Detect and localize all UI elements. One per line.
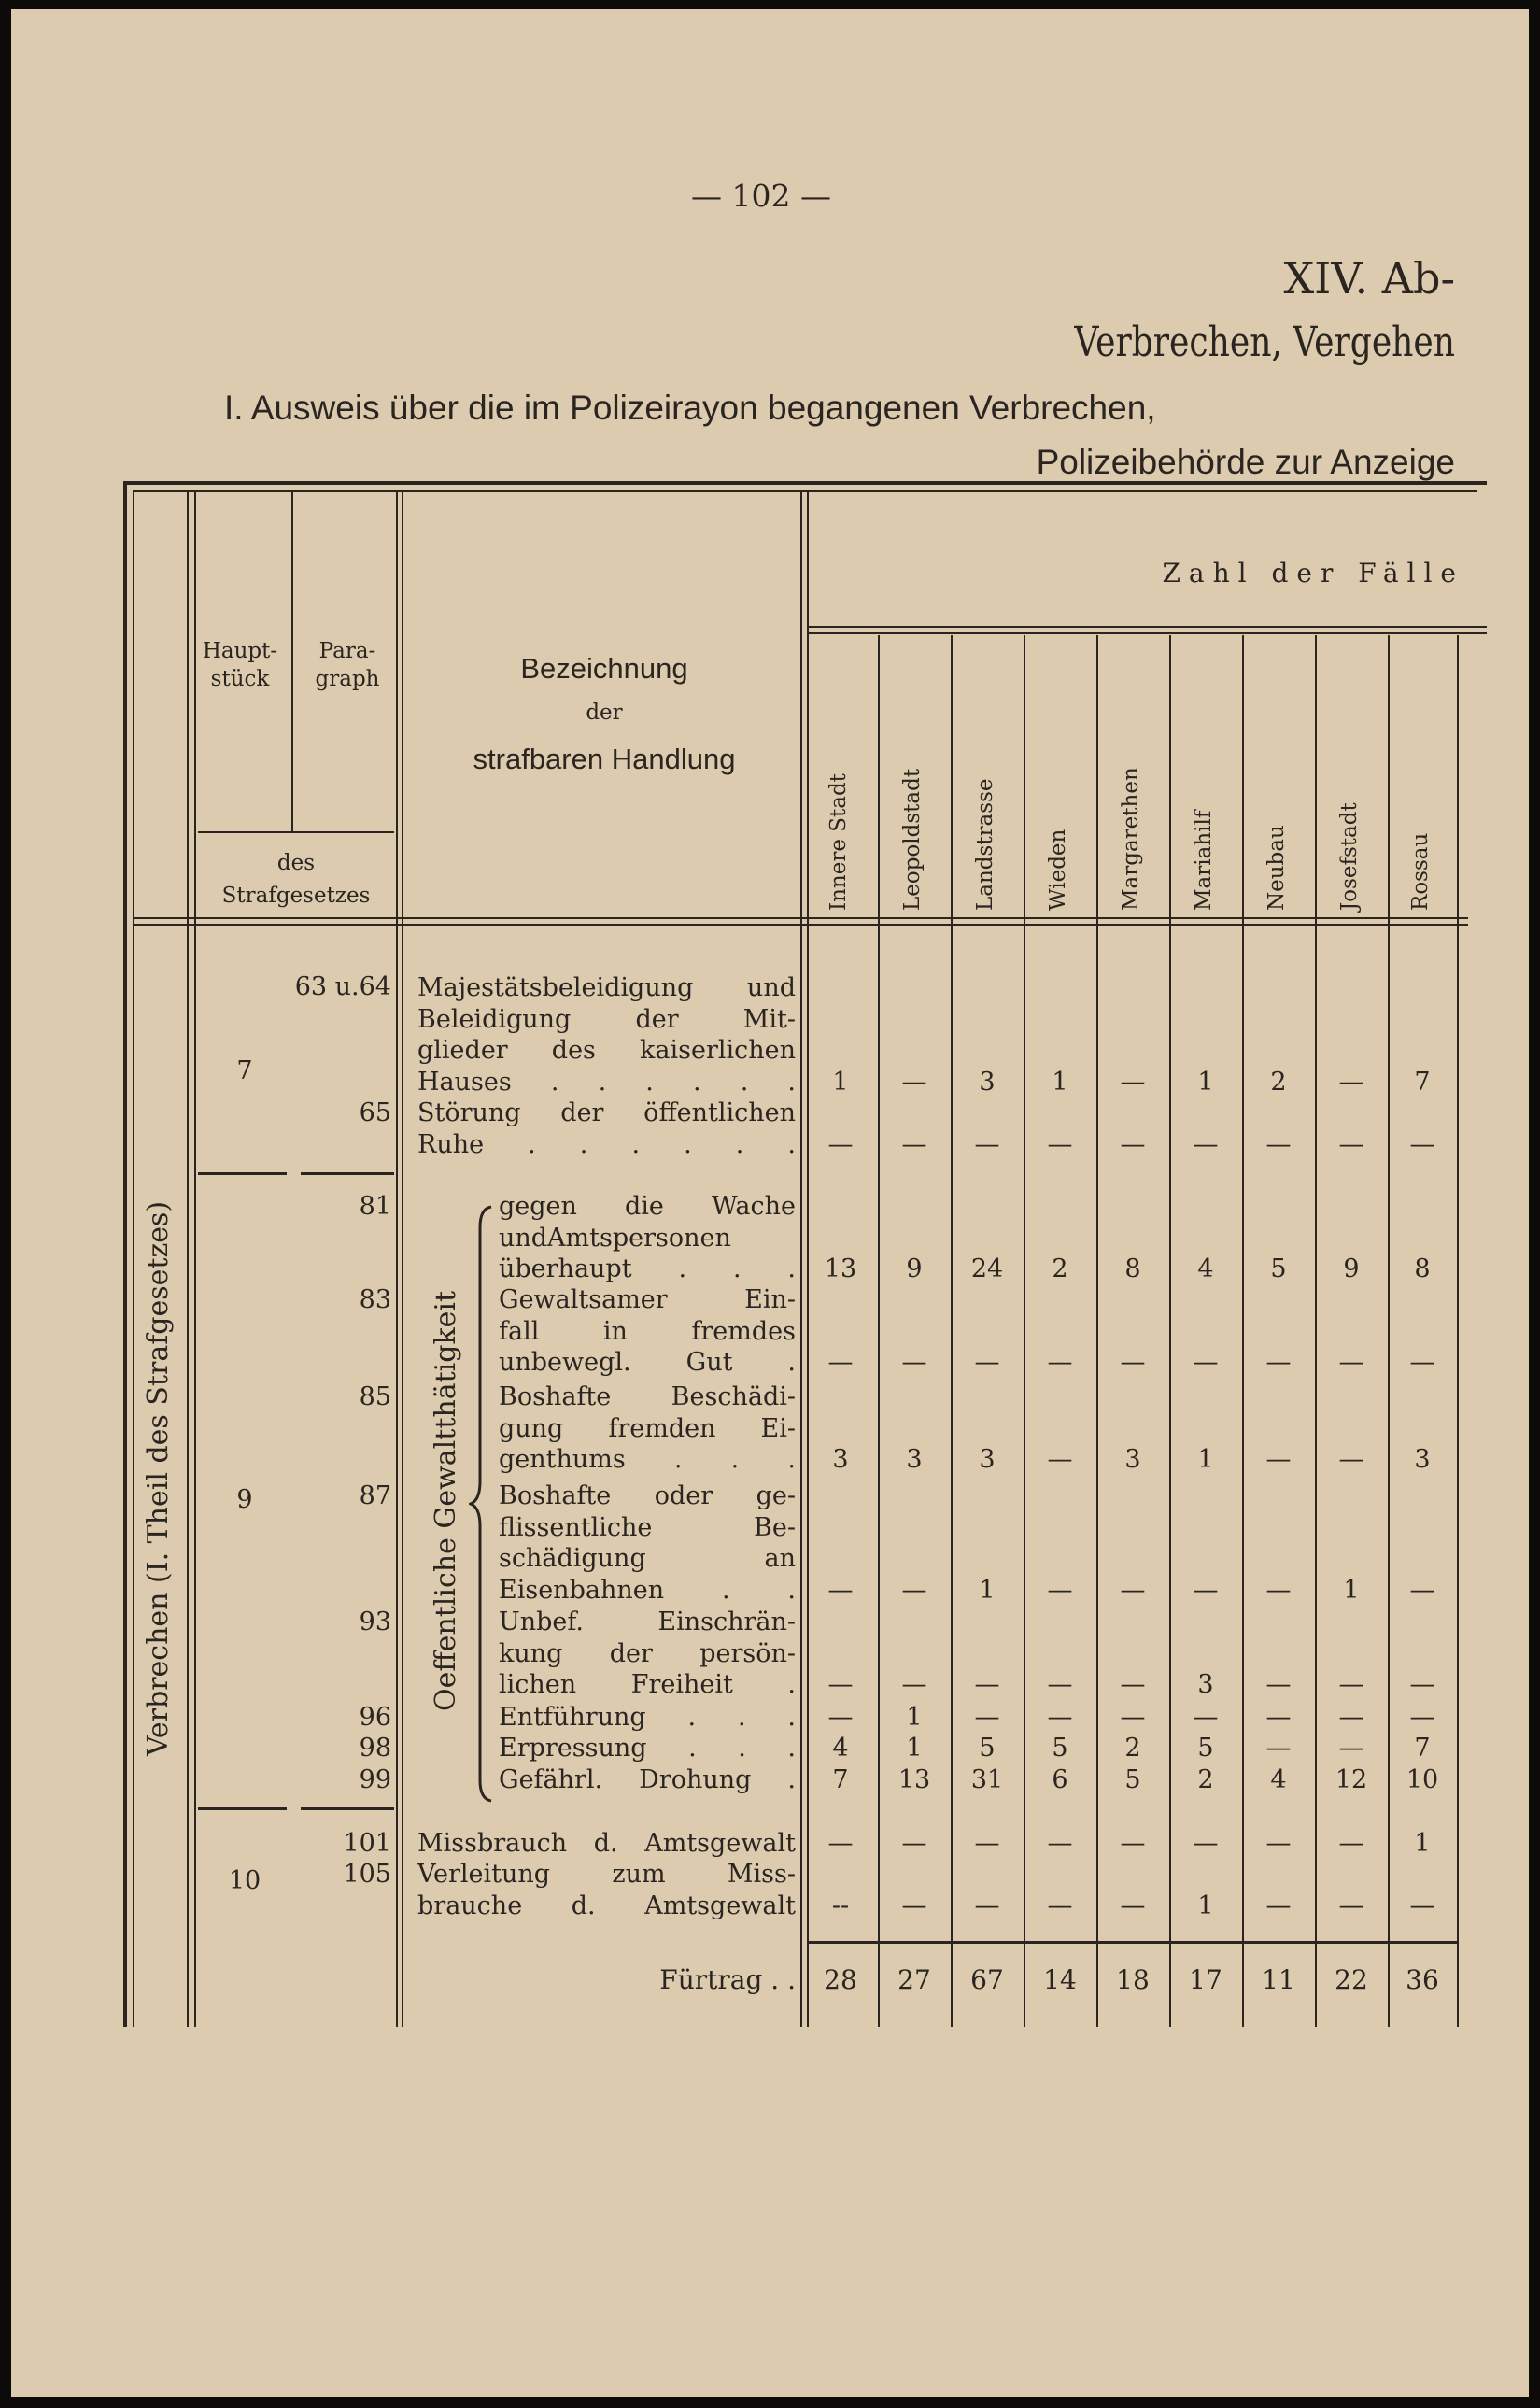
row-value: —	[1047, 1129, 1073, 1159]
row-description-line: brauche d. Amtsgewalt	[417, 1892, 796, 1920]
row-value: 5	[1197, 1734, 1214, 1763]
paragraph-number: 99	[359, 1765, 391, 1794]
paragraph-number: 96	[359, 1703, 391, 1732]
row-description-line: Gefährl. Drohung .	[499, 1767, 796, 1794]
row-value: —	[1047, 1829, 1073, 1858]
row-value: —	[827, 1829, 854, 1858]
row-value: —	[901, 1670, 927, 1699]
header-strafbaren-handlung: strafbaren Handlung	[473, 743, 736, 775]
paragraph-number: 105	[343, 1860, 391, 1889]
table-rule-h	[133, 917, 1468, 919]
row-value: —	[1338, 1129, 1364, 1159]
district-header: Rossau	[1408, 832, 1433, 911]
row-description-line: Hauses . . . . . .	[417, 1069, 796, 1097]
table-rule-v	[1024, 635, 1025, 2027]
table-rule-h	[198, 1172, 287, 1175]
row-value: —	[827, 1575, 854, 1605]
row-value: 8	[1414, 1254, 1431, 1283]
table-rule-v	[1315, 635, 1317, 2027]
row-value: 2	[1197, 1765, 1214, 1794]
row-value: 1	[1343, 1575, 1360, 1605]
subtitle: Verbrechen, Vergehen	[1074, 319, 1455, 366]
header-zahl-der-faelle: Zahl der Fälle	[1162, 558, 1464, 588]
row-value: 5	[1270, 1254, 1287, 1283]
fuertrag-value: 27	[897, 1964, 931, 1995]
row-description-line: schädigung an	[499, 1546, 796, 1573]
table-rule-v	[194, 490, 196, 2027]
row-value: 1	[906, 1734, 923, 1763]
row-value: 13	[824, 1254, 857, 1283]
table-rule-v	[133, 490, 134, 2027]
fuertrag-value: 67	[970, 1964, 1004, 1995]
row-value: 3	[832, 1445, 849, 1474]
row-value: —	[1265, 1829, 1292, 1858]
district-header: Margarethen	[1119, 767, 1143, 911]
row-value: —	[901, 1129, 927, 1159]
hauptstueck-value: 10	[228, 1866, 261, 1895]
row-value: —	[974, 1348, 1000, 1377]
paragraph-number: 81	[359, 1192, 391, 1221]
table-rule-v	[1169, 635, 1171, 2027]
row-value: —	[1047, 1575, 1073, 1605]
row-value: —	[974, 1703, 1000, 1732]
table-rule-h	[301, 490, 303, 492]
table-rule-v	[291, 490, 293, 831]
header-des: des	[276, 851, 316, 875]
table-rule-v	[1096, 635, 1098, 2027]
row-description-line: genthums . . .	[499, 1447, 796, 1474]
row-value: 4	[1270, 1765, 1287, 1794]
row-value: 1	[1052, 1067, 1068, 1097]
row-value: —	[1409, 1670, 1435, 1699]
row-value: —	[1338, 1829, 1364, 1858]
row-description-line: Eisenbahnen . .	[499, 1577, 796, 1605]
paragraph-number: 63 u.64	[294, 972, 391, 1001]
row-value: —	[1120, 1829, 1146, 1858]
row-value: 3	[1124, 1445, 1141, 1474]
fuertrag-value: 28	[824, 1964, 857, 1995]
row-value: —	[1047, 1891, 1073, 1920]
row-value: —	[1047, 1348, 1073, 1377]
row-value: 3	[1197, 1670, 1214, 1699]
section-title: XIV. Ab-	[1283, 253, 1455, 304]
table-rule-h	[807, 626, 1487, 628]
row-value: —	[1047, 1445, 1073, 1474]
row-value: 4	[1197, 1254, 1214, 1283]
row-value: —	[1120, 1891, 1146, 1920]
intro-line-1: I. Ausweis über die im Polizeirayon begangenen Verbrechen,	[224, 389, 1156, 427]
row-value: —	[1120, 1703, 1146, 1732]
row-value: —	[1120, 1067, 1146, 1097]
row-value: —	[1193, 1348, 1219, 1377]
row-value: --	[831, 1891, 850, 1920]
row-value: —	[974, 1891, 1000, 1920]
row-value: —	[1120, 1348, 1146, 1377]
row-description-line: Verleitung zum Miss-	[417, 1862, 796, 1889]
paragraph-number: 65	[359, 1098, 391, 1127]
fuertrag-value: 22	[1335, 1964, 1368, 1995]
row-value: 3	[979, 1445, 996, 1474]
row-description-line: undAmtspersonen	[499, 1225, 731, 1253]
table-rule-h	[198, 831, 394, 833]
row-value: 7	[1414, 1067, 1431, 1097]
table-rule-h	[133, 924, 1468, 926]
row-description-line: lichen Freiheit .	[499, 1672, 796, 1699]
table-rule-v	[396, 490, 398, 2027]
district-header: Mariahilf	[1192, 810, 1216, 911]
row-value: —	[1265, 1734, 1292, 1763]
district-header: Innere Stadt	[827, 773, 851, 911]
row-value: 1	[1197, 1445, 1214, 1474]
fuertrag-value: 17	[1189, 1964, 1222, 1995]
row-value: —	[1338, 1703, 1364, 1732]
table-rule-v	[1388, 635, 1390, 2027]
paragraph-number: 85	[359, 1382, 391, 1411]
fuertrag-value: 36	[1406, 1964, 1439, 1995]
table-rule-v	[123, 481, 127, 2027]
fuertrag-value: 14	[1043, 1964, 1077, 1995]
row-description-line: glieder des kaiserlichen	[417, 1038, 796, 1065]
district-header: Landstrasse	[973, 778, 997, 911]
row-value: —	[1193, 1829, 1219, 1858]
row-value: 12	[1335, 1765, 1368, 1794]
table-rule-h	[807, 632, 1487, 634]
row-value: 6	[1052, 1765, 1068, 1794]
row-value: 13	[897, 1765, 931, 1794]
paragraph-number: 101	[343, 1829, 391, 1858]
row-description-line: gegen die Wache	[499, 1194, 796, 1221]
row-value: 1	[1197, 1891, 1214, 1920]
row-value: —	[974, 1670, 1000, 1699]
row-value: —	[827, 1670, 854, 1699]
row-value: —	[901, 1891, 927, 1920]
row-description-line: Boshafte Beschädi-	[499, 1384, 796, 1411]
row-value: —	[1047, 1670, 1073, 1699]
header-bezeichnung: Bezeichnung	[520, 652, 688, 685]
hauptstueck-value: 7	[236, 1056, 253, 1085]
row-description-line: Beleidigung der Mit-	[417, 1006, 796, 1034]
row-description-line: Missbrauch d. Amtsgewalt	[417, 1831, 796, 1858]
row-value: 10	[1406, 1765, 1439, 1794]
row-value: —	[1338, 1445, 1364, 1474]
row-value: —	[1265, 1348, 1292, 1377]
row-value: 31	[970, 1765, 1004, 1794]
row-value: —	[1338, 1734, 1364, 1763]
row-description-line: Erpressung . . .	[499, 1735, 796, 1763]
side-label-verbrechen: Verbrechen (I. Theil des Strafgesetzes)	[142, 1200, 175, 1756]
row-value: —	[1409, 1575, 1435, 1605]
row-value: —	[827, 1129, 854, 1159]
row-value: 9	[906, 1254, 923, 1283]
paragraph-number: 93	[359, 1608, 391, 1636]
header-paragraph-line: graph	[315, 667, 380, 691]
header-der: der	[586, 701, 623, 725]
row-value: 3	[979, 1067, 996, 1097]
row-value: 7	[832, 1765, 849, 1794]
row-description-line: Störung der öffentlichen	[417, 1100, 796, 1127]
row-value: —	[1193, 1703, 1219, 1732]
table-rule-v	[187, 490, 189, 2027]
table-rule-h	[301, 1172, 394, 1175]
table-rule-v	[951, 635, 953, 2027]
row-value: 5	[979, 1734, 996, 1763]
row-value: —	[901, 1067, 927, 1097]
header-hauptstueck-line: Haupt-	[202, 639, 278, 663]
row-value: —	[1338, 1067, 1364, 1097]
row-description-line: Unbef. Einschrän-	[499, 1609, 796, 1636]
table-rule-h	[198, 1807, 287, 1810]
page-number: — 102 —	[691, 177, 831, 214]
row-value: —	[827, 1348, 854, 1377]
header-paragraph	[296, 637, 399, 693]
row-value: —	[1265, 1670, 1292, 1699]
row-value: —	[827, 1703, 854, 1732]
row-value: 3	[906, 1445, 923, 1474]
table-rule-h	[807, 1941, 1457, 1944]
row-value: —	[901, 1348, 927, 1377]
row-value: —	[1338, 1348, 1364, 1377]
document-page	[11, 9, 1529, 2397]
row-value: —	[901, 1829, 927, 1858]
row-value: 1	[906, 1703, 923, 1732]
table-rule-v	[1457, 635, 1459, 2027]
row-value: —	[1120, 1670, 1146, 1699]
row-value: —	[1193, 1129, 1219, 1159]
table-rule-v	[878, 635, 880, 2027]
row-value: 2	[1270, 1067, 1287, 1097]
fuertrag-label: Fürtrag . .	[659, 1964, 796, 1995]
row-value: 24	[970, 1254, 1004, 1283]
row-value: —	[1338, 1891, 1364, 1920]
paragraph-number: 83	[359, 1285, 391, 1314]
row-value: —	[1265, 1129, 1292, 1159]
row-description-line: Majestätsbeleidigung und	[417, 975, 796, 1002]
row-description-line: fall in fremdes	[499, 1318, 796, 1346]
header-hauptstueck-line: stück	[210, 667, 270, 691]
header-paragraph-line: Para-	[318, 639, 376, 663]
row-value: —	[974, 1829, 1000, 1858]
row-description-line: gung fremden Ei-	[499, 1415, 796, 1443]
row-value: —	[1409, 1348, 1435, 1377]
row-value: —	[1265, 1445, 1292, 1474]
row-description-line: überhaupt . . .	[499, 1256, 796, 1283]
row-value: —	[1047, 1703, 1073, 1732]
district-header: Josefstadt	[1337, 802, 1362, 911]
district-header: Wieden	[1046, 829, 1070, 911]
row-value: 1	[1414, 1829, 1431, 1858]
row-description-line: unbewegl. Gut .	[499, 1350, 796, 1377]
row-value: —	[901, 1575, 927, 1605]
district-header: Leopoldstadt	[900, 768, 925, 911]
table-rule-h	[123, 481, 1487, 485]
row-description-line: Boshafte oder ge-	[499, 1483, 796, 1510]
row-value: 1	[832, 1067, 849, 1097]
row-value: 7	[1414, 1734, 1431, 1763]
fuertrag-value: 18	[1116, 1964, 1150, 1995]
row-value: 3	[1414, 1445, 1431, 1474]
row-value: 8	[1124, 1254, 1141, 1283]
row-value: —	[1120, 1575, 1146, 1605]
hauptstueck-value: 9	[236, 1485, 253, 1514]
table-rule-v	[1242, 635, 1244, 2027]
group-label-gewaltthaetigkeit: Oeffentliche Gewaltthätigkeit	[430, 1290, 462, 1711]
header-strafgesetzes: Strafgesetzes	[221, 884, 371, 908]
table-rule-h	[301, 1807, 394, 1810]
row-value: 1	[1197, 1067, 1214, 1097]
row-value: 2	[1124, 1734, 1141, 1763]
row-description-line: Ruhe . . . . . .	[417, 1131, 796, 1159]
fuertrag-value: 11	[1262, 1964, 1295, 1995]
table-rule-h	[133, 490, 1477, 492]
group-brace	[469, 1205, 495, 1803]
intro-line-2: Polizeibehörde zur Anzeige	[1036, 443, 1455, 481]
header-hauptstueck	[189, 637, 291, 693]
row-value: —	[1338, 1670, 1364, 1699]
row-description-line: kung der persön-	[499, 1640, 796, 1668]
row-value: 1	[979, 1575, 996, 1605]
district-header: Neubau	[1264, 825, 1289, 911]
row-description-line: Entführung . . .	[499, 1705, 796, 1732]
paragraph-number: 87	[359, 1481, 391, 1510]
row-value: —	[1265, 1703, 1292, 1732]
row-value: 5	[1052, 1734, 1068, 1763]
row-value: —	[1409, 1703, 1435, 1732]
row-description-line: Gewaltsamer Ein-	[499, 1287, 796, 1314]
row-value: 2	[1052, 1254, 1068, 1283]
row-value: —	[1409, 1129, 1435, 1159]
row-value: —	[1265, 1575, 1292, 1605]
row-value: —	[1120, 1129, 1146, 1159]
row-value: —	[1193, 1575, 1219, 1605]
row-value: —	[974, 1129, 1000, 1159]
row-value: 4	[832, 1734, 849, 1763]
row-value: 5	[1124, 1765, 1141, 1794]
row-value: —	[1409, 1891, 1435, 1920]
row-value: —	[1265, 1891, 1292, 1920]
row-description-line: flissentliche Be-	[499, 1514, 796, 1542]
paragraph-number: 98	[359, 1734, 391, 1763]
row-value: 9	[1343, 1254, 1360, 1283]
